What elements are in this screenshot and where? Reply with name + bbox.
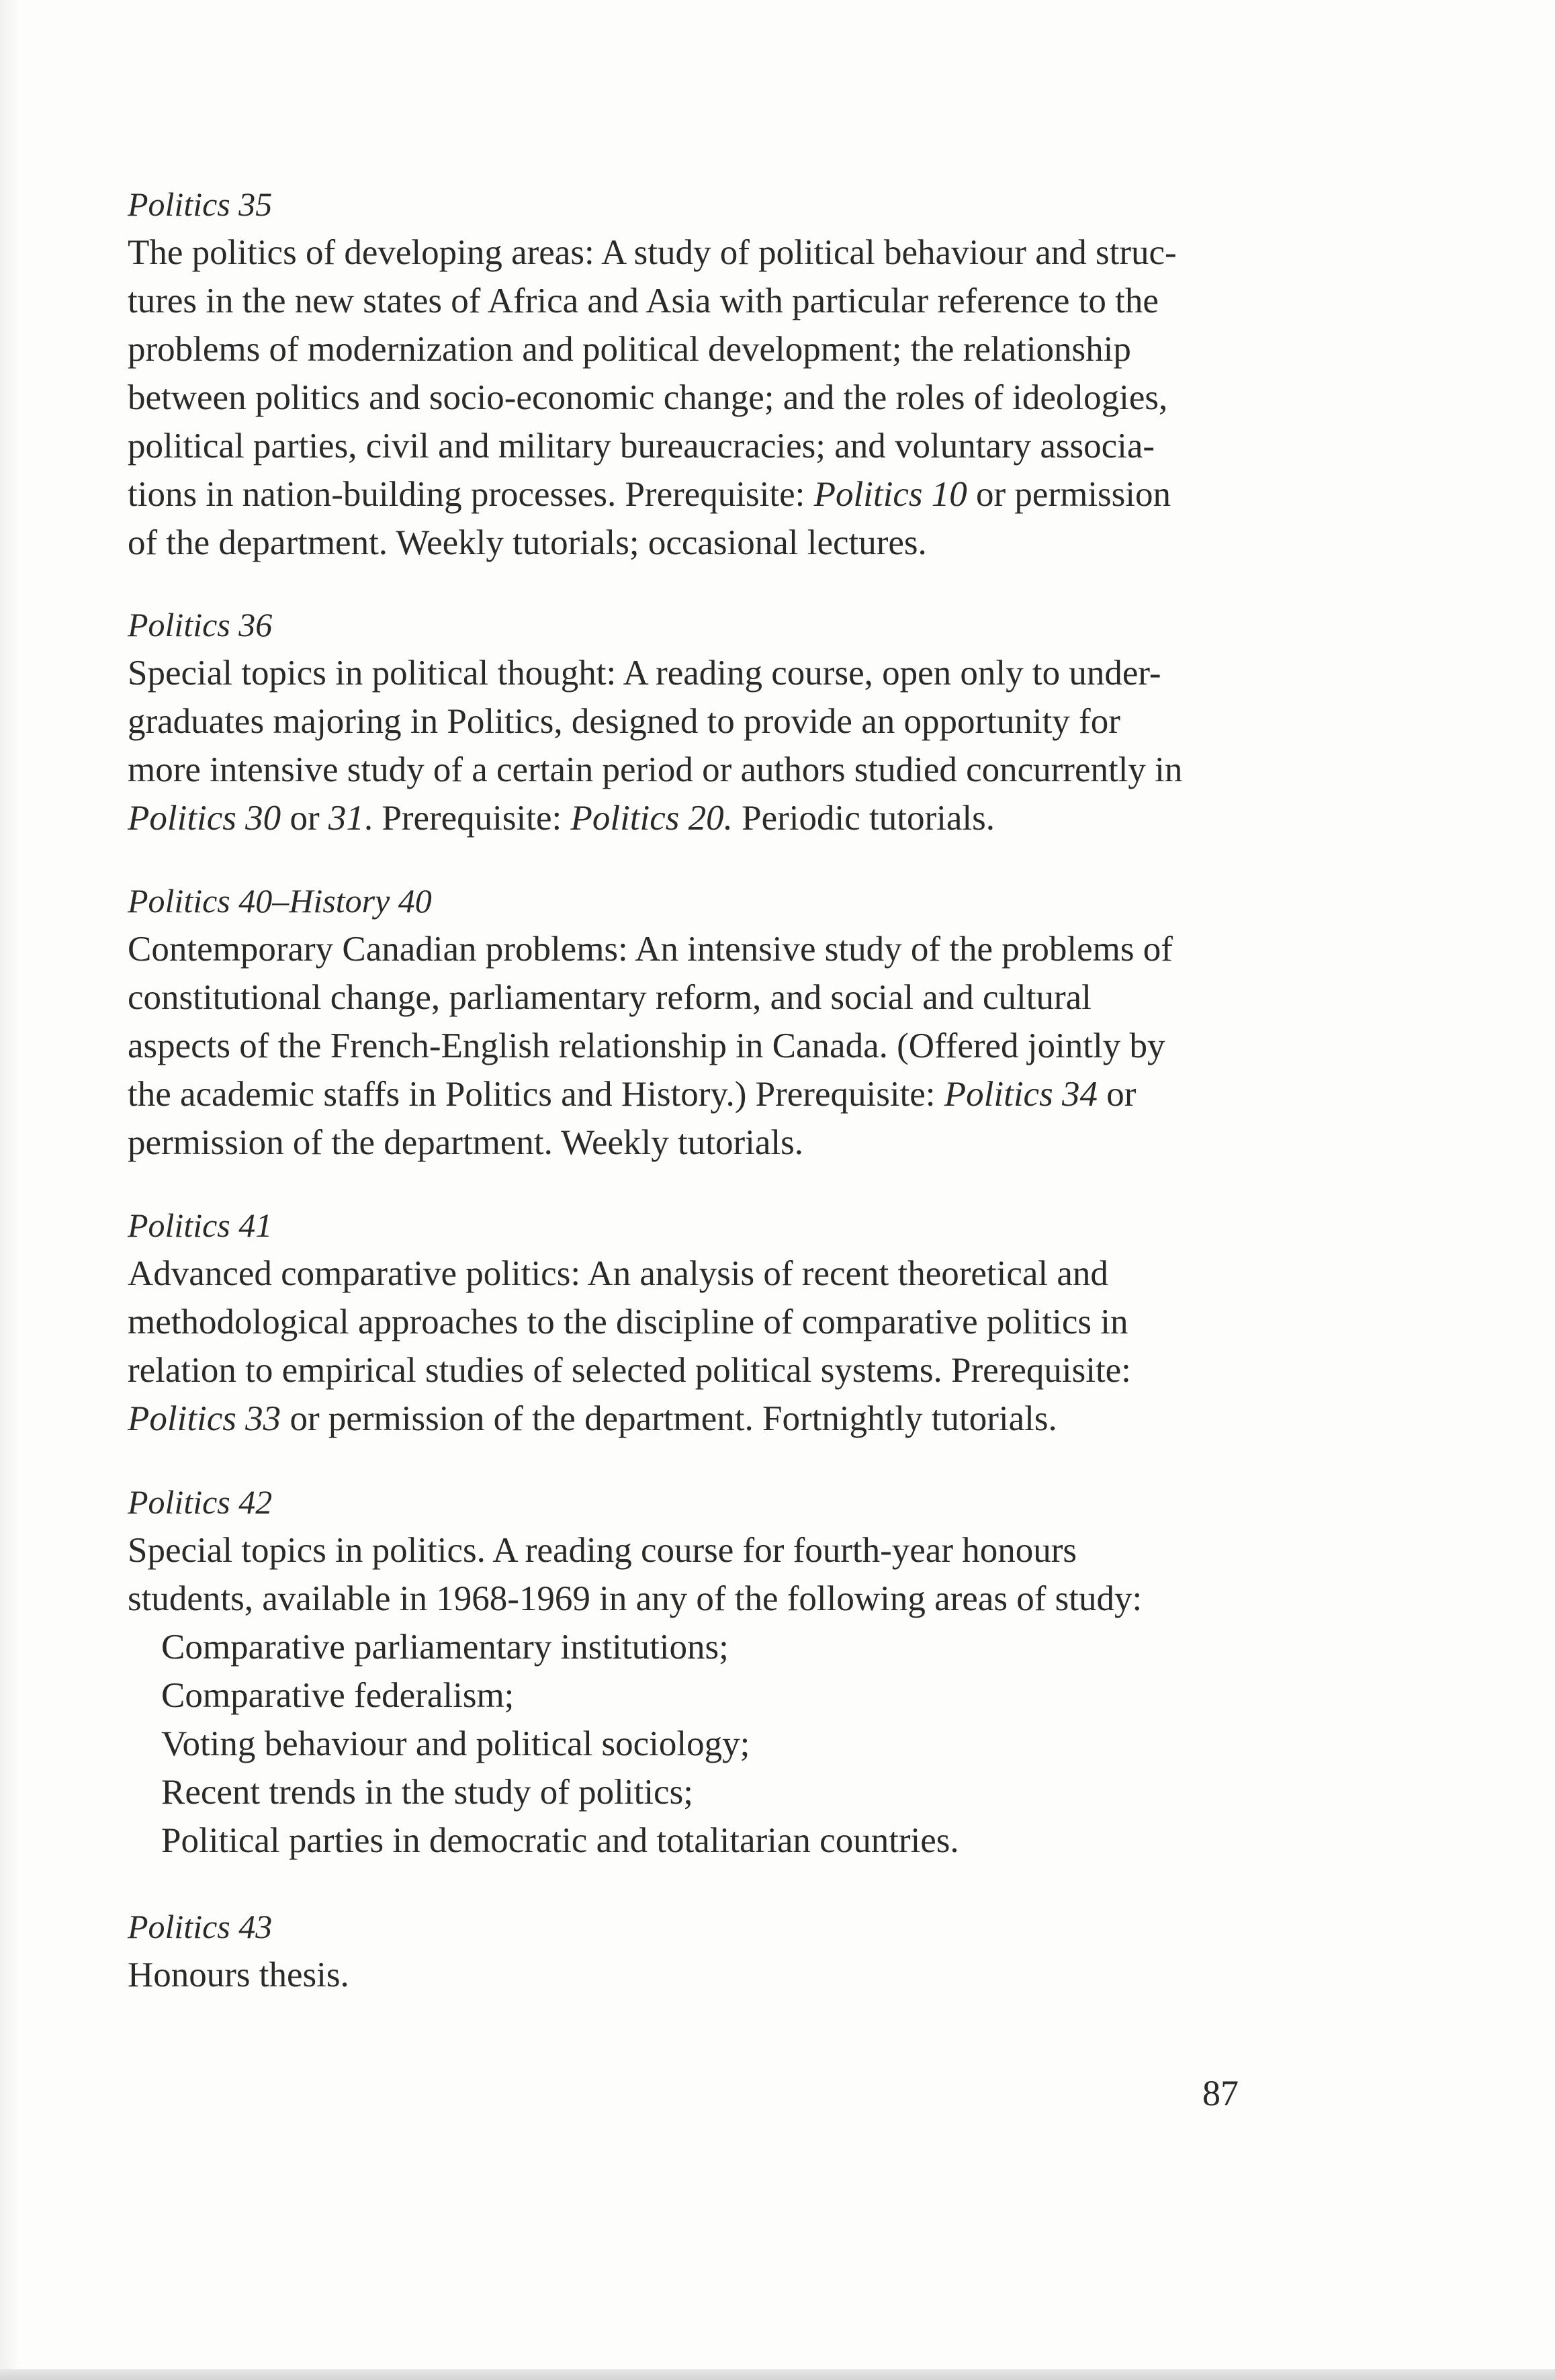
description-line: students, available in 1968-1969 in any of the following areas of study: xyxy=(128,1579,1143,1618)
page-number: 87 xyxy=(1202,2073,1239,2113)
course-description xyxy=(128,1951,1247,1999)
list-item: Comparative federalism; xyxy=(161,1676,515,1715)
description-line: Special topics in political thought: A reading course, open only to under- xyxy=(128,654,1161,693)
list-item: Voting behaviour and political sociology; xyxy=(161,1724,750,1763)
course-entry-politics-40-history-40 xyxy=(128,877,1247,1167)
course-heading: Politics 36 xyxy=(128,606,273,644)
course-heading: Politics 41 xyxy=(128,1206,273,1244)
study-areas-list xyxy=(128,1623,1247,1865)
course-entry-politics-43 xyxy=(128,1902,1247,1999)
course-heading: Politics 43 xyxy=(128,1908,273,1945)
course-reference: Politics 30 xyxy=(128,799,281,838)
description-line: Advanced comparative politics: An analysis of recent theoretical and xyxy=(128,1254,1108,1293)
course-heading: Politics 42 xyxy=(128,1483,273,1521)
description-line: problems of modernization and political development; the relationship xyxy=(128,330,1131,369)
page-bottom-edge xyxy=(0,2369,1555,2380)
description-line: between politics and socio-economic change; and the roles of ideologies, xyxy=(128,378,1168,417)
description-line: of the department. Weekly tutorials; occasional lectures. xyxy=(128,523,927,562)
course-description xyxy=(128,228,1247,567)
list-item: Recent trends in the study of politics; xyxy=(161,1773,693,1812)
description-line: or xyxy=(1097,1075,1137,1114)
description-line: the academic staffs in Politics and History.) Prerequisite: xyxy=(128,1075,944,1114)
description-line: tures in the new states of Africa and Asia with particular reference to the xyxy=(128,281,1159,320)
course-heading: Politics 40–History 40 xyxy=(128,882,432,920)
course-entry-politics-36 xyxy=(128,601,1247,842)
description-line: Periodic tutorials. xyxy=(732,799,995,838)
description-line: The politics of developing areas: A study of political behaviour and struc- xyxy=(128,233,1177,272)
description-line: permission of the department. Weekly tutorials. xyxy=(128,1123,803,1162)
description-line: political parties, civil and military bureaucracies; and voluntary associa- xyxy=(128,427,1155,466)
list-item: Comparative parliamentary institutions; xyxy=(161,1628,729,1667)
course-description xyxy=(128,925,1247,1167)
description-line: or xyxy=(281,799,328,838)
page-edge-shadow xyxy=(0,0,20,2380)
description-line: . Prerequisite: xyxy=(363,799,571,838)
description-line: relation to empirical studies of selected political systems. Prerequisite: xyxy=(128,1351,1131,1390)
description-line: more intensive study of a certain period or authors studied concurrently in xyxy=(128,750,1183,789)
course-reference: 31 xyxy=(328,799,364,838)
description-line: tions in nation-building processes. Prerequisite: xyxy=(128,475,814,514)
description-line: methodological approaches to the discipline of comparative politics in xyxy=(128,1303,1128,1341)
description-line: graduates majoring in Politics, designed to provide an opportunity for xyxy=(128,702,1120,741)
course-reference: Politics 10 xyxy=(813,475,967,514)
course-description xyxy=(128,1526,1247,1623)
course-reference: Politics 33 xyxy=(128,1399,281,1438)
description-line: Honours thesis. xyxy=(128,1955,349,1994)
course-entry-politics-35 xyxy=(128,180,1247,567)
description-line: or permission xyxy=(967,475,1171,514)
list-item: Political parties in democratic and totalitarian countries. xyxy=(161,1821,959,1860)
course-reference: Politics 20. xyxy=(570,799,733,838)
course-entry-politics-42 xyxy=(128,1478,1247,1865)
description-line: aspects of the French-English relationship in Canada. (Offered jointly by xyxy=(128,1026,1165,1065)
description-line: or permission of the department. Fortnightly tutorials. xyxy=(281,1399,1057,1438)
course-entry-politics-41 xyxy=(128,1201,1247,1443)
description-line: constitutional change, parliamentary reform, and social and cultural xyxy=(128,978,1092,1017)
description-line: Special topics in politics. A reading course for fourth-year honours xyxy=(128,1531,1077,1570)
description-line: Contemporary Canadian problems: An intensive study of the problems of xyxy=(128,930,1173,969)
course-description xyxy=(128,649,1247,842)
course-heading: Politics 35 xyxy=(128,185,273,223)
course-description xyxy=(128,1249,1247,1443)
course-reference: Politics 34 xyxy=(944,1075,1098,1114)
